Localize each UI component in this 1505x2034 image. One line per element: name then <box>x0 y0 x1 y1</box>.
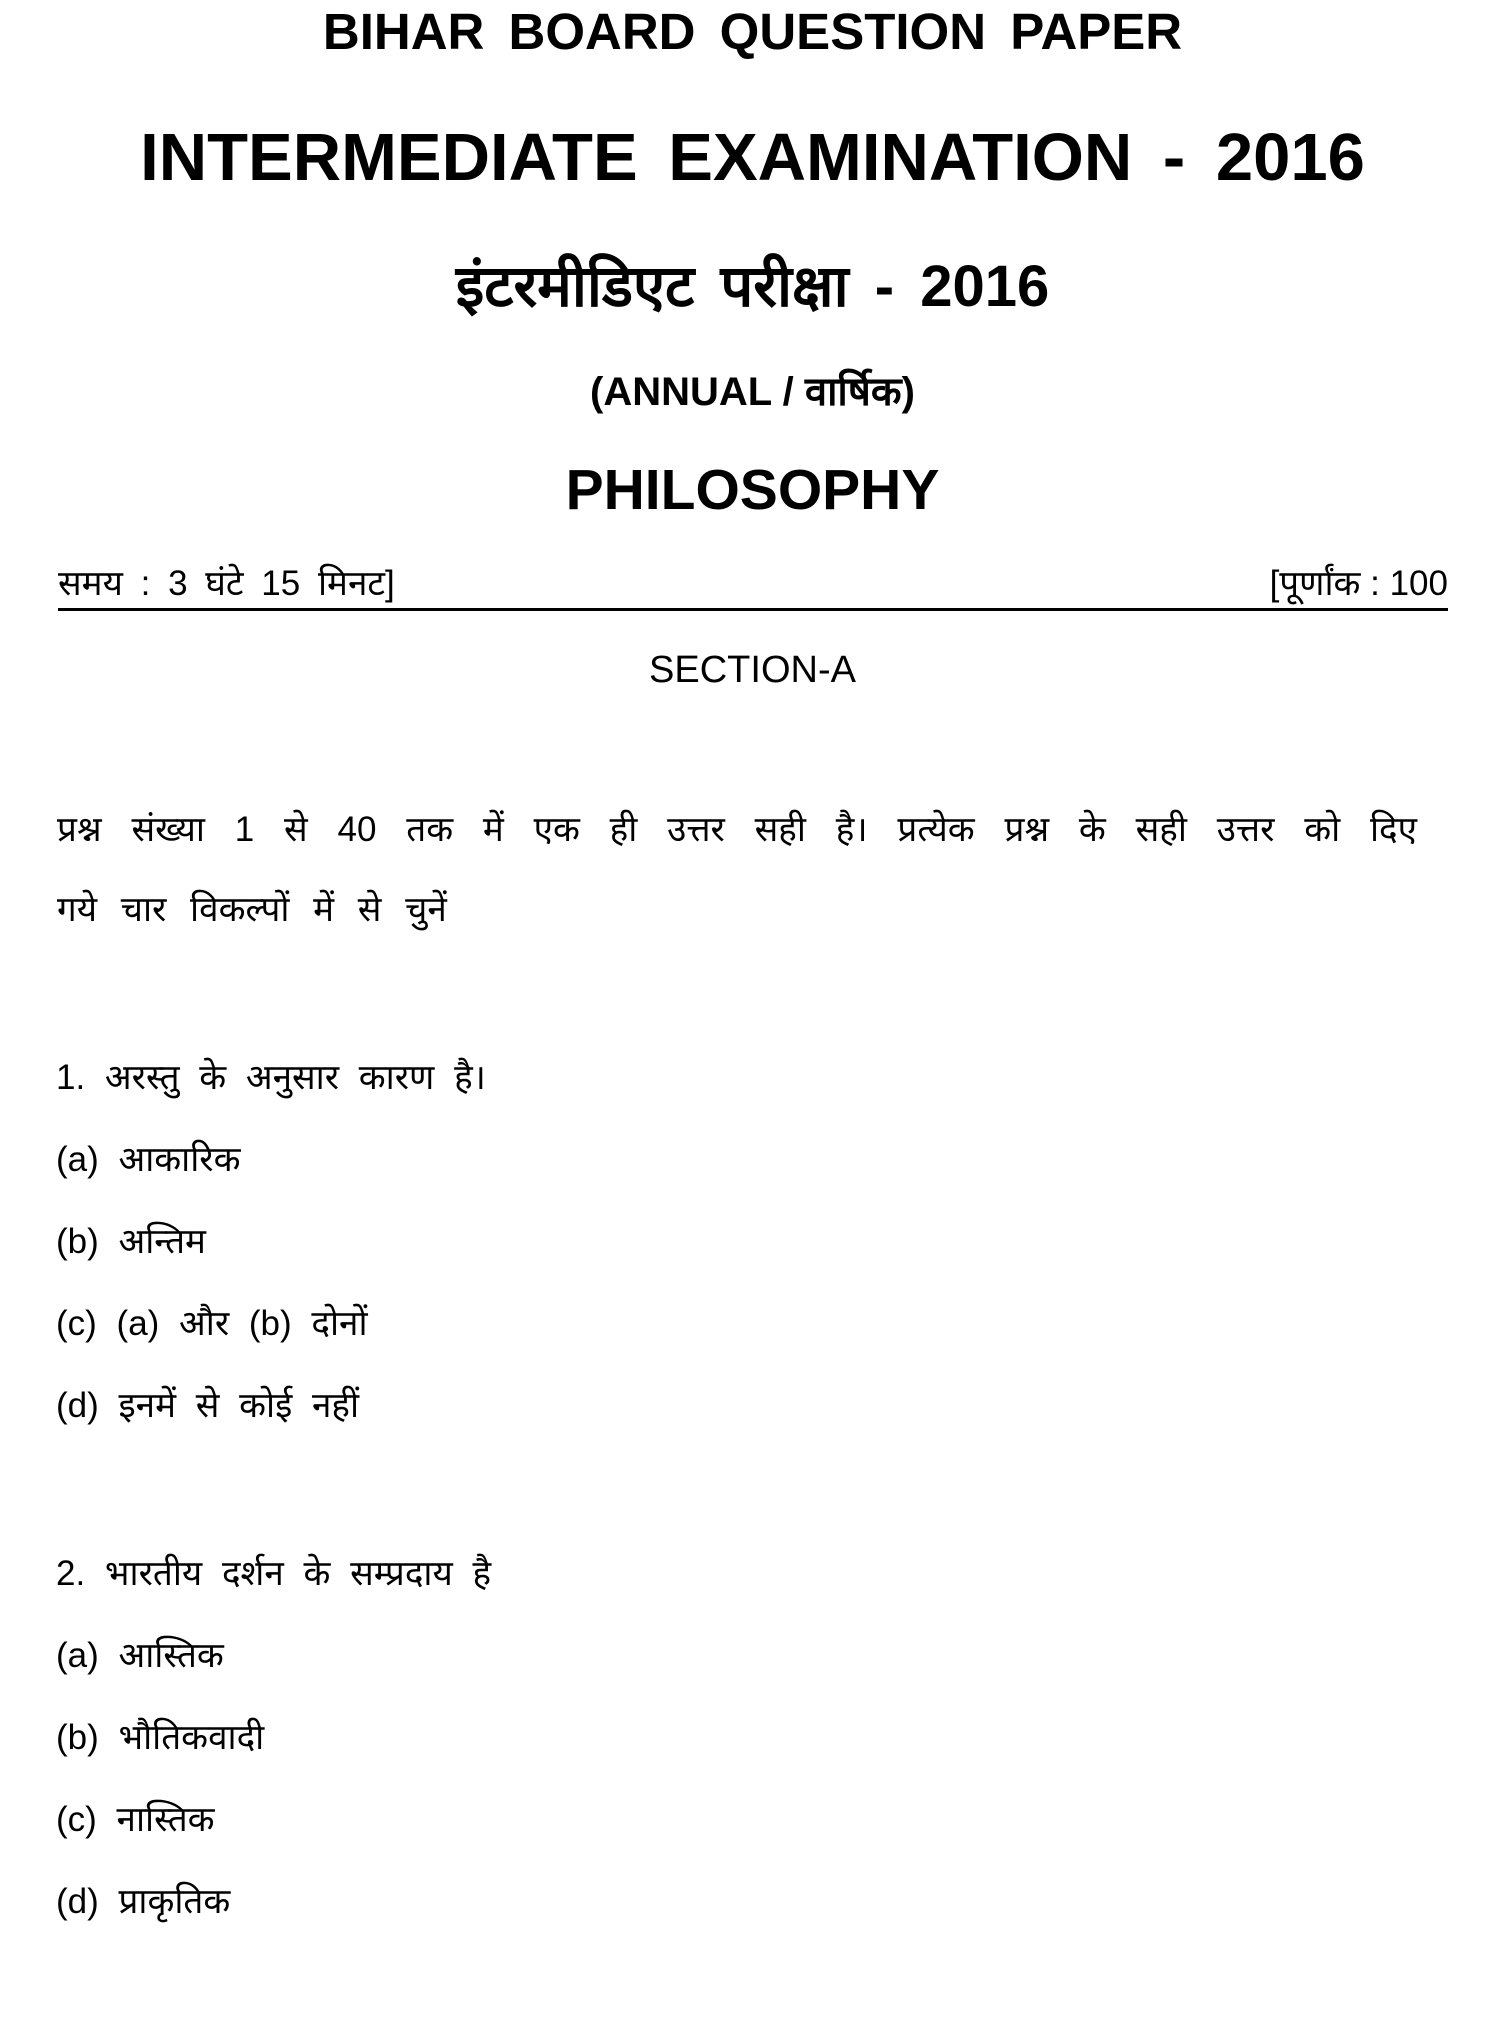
option-a: (a) आस्तिक <box>56 1636 224 1675</box>
option-b: (b) अन्तिम <box>56 1222 206 1261</box>
exam-title-hindi: इंटरमीडिएट परीक्षा - 2016 <box>455 254 1050 319</box>
time-marks-row <box>58 566 1448 611</box>
board-title: BIHAR BOARD QUESTION PAPER <box>322 3 1183 60</box>
section-title: SECTION-A <box>649 649 856 691</box>
question-text: 1. अरस्तु के अनुसार कारण है। <box>56 1058 486 1097</box>
full-marks: [पूर्णांक : 100 <box>1269 564 1448 603</box>
exam-session: (ANNUAL / वार्षिक) <box>590 370 915 414</box>
option-d: (d) इनमें से कोई नहीं <box>56 1386 360 1425</box>
option-c: (c) नास्तिक <box>56 1800 215 1839</box>
instructions-line-2: गये चार विकल्पों में से चुनें <box>57 890 447 929</box>
time-allowed: समय : 3 घंटे 15 मिनट] <box>58 564 395 603</box>
question-text: 2. भारतीय दर्शन के सम्प्रदाय है <box>56 1554 492 1593</box>
subject-title: PHILOSOPHY <box>565 458 940 522</box>
exam-title: INTERMEDIATE EXAMINATION - 2016 <box>140 120 1365 195</box>
option-a: (a) आकारिक <box>56 1140 241 1179</box>
option-b: (b) भौतिकवादी <box>56 1718 265 1757</box>
instructions-line-1: प्रश्न संख्या 1 से 40 तक में एक ही उत्तर सही है। प्रत्येक प्रश्न के सही उत्तर को दिए <box>57 810 1417 849</box>
option-d: (d) प्राकृतिक <box>56 1882 231 1921</box>
option-c: (c) (a) और (b) दोनों <box>56 1304 368 1343</box>
